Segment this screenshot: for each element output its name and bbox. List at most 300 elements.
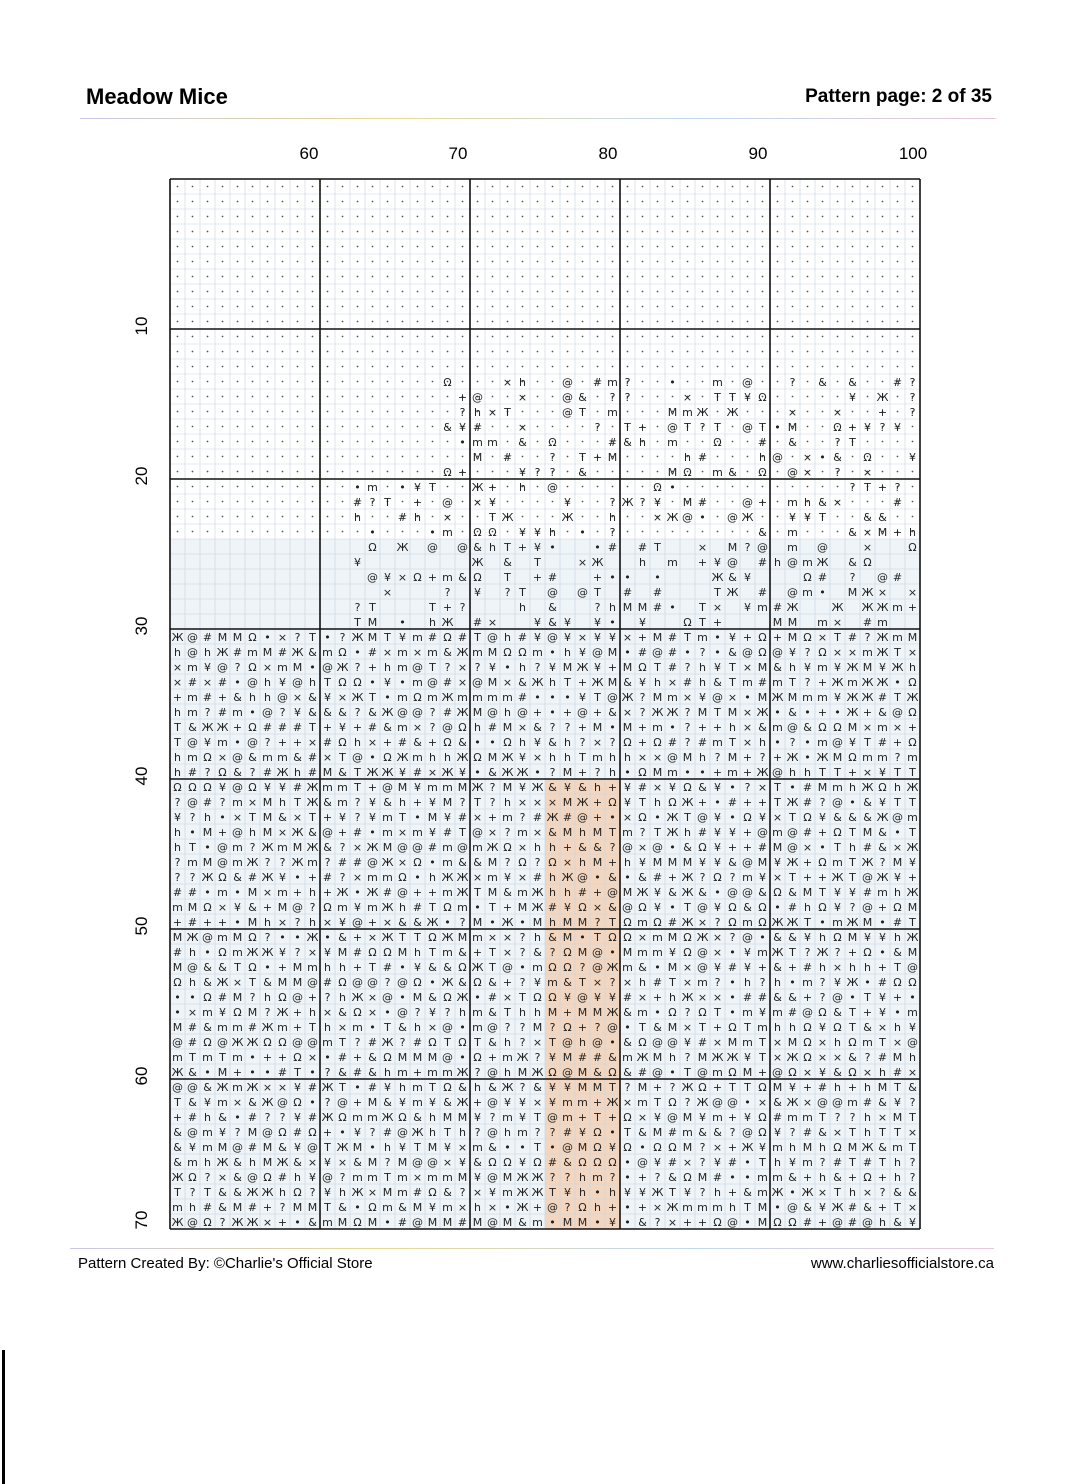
svg-text:h: h: [819, 961, 826, 974]
svg-text:?: ?: [564, 1171, 571, 1184]
svg-text:m: m: [817, 736, 828, 749]
svg-text:•: •: [234, 886, 241, 899]
svg-text:Ж: Ж: [471, 556, 484, 569]
svg-text:•: •: [549, 706, 556, 719]
svg-text:×: ×: [367, 1186, 378, 1199]
svg-text:h: h: [519, 376, 526, 389]
svg-text:&: &: [443, 961, 452, 974]
svg-text:#: #: [757, 841, 768, 854]
svg-text:?: ?: [534, 466, 541, 479]
svg-text:T: T: [789, 871, 796, 884]
svg-text:@: @: [607, 691, 618, 704]
svg-text:+: +: [907, 601, 918, 614]
svg-text:¥: ¥: [354, 1126, 361, 1139]
svg-text:h: h: [204, 811, 211, 824]
svg-text:¥: ¥: [294, 1111, 301, 1124]
svg-text:Ω: Ω: [233, 1006, 242, 1019]
svg-text:Ж: Ж: [261, 946, 274, 959]
svg-text:¥: ¥: [744, 571, 751, 584]
svg-text:×: ×: [577, 631, 588, 644]
svg-text:#: #: [457, 811, 468, 824]
svg-text:@: @: [397, 706, 408, 719]
svg-text:&: &: [458, 571, 467, 584]
svg-text:Ω: Ω: [293, 1051, 302, 1064]
svg-text:Ж: Ж: [906, 841, 919, 854]
svg-text:Ω: Ω: [263, 1036, 272, 1049]
svg-text:#: #: [202, 1201, 213, 1214]
svg-text:Ω: Ω: [623, 1111, 632, 1124]
svg-text:¥: ¥: [549, 1081, 556, 1094]
svg-text:Ж: Ж: [546, 811, 559, 824]
svg-text:m: m: [787, 496, 798, 509]
svg-text:&: &: [878, 1096, 887, 1109]
svg-text:•: •: [624, 1201, 631, 1214]
svg-text:×: ×: [817, 1036, 828, 1049]
svg-text:•: •: [639, 1141, 646, 1154]
svg-text:•: •: [729, 811, 736, 824]
svg-text:?: ?: [564, 721, 571, 734]
svg-text:m: m: [472, 931, 483, 944]
svg-text:Ж: Ж: [381, 931, 394, 944]
svg-text:•: •: [669, 1066, 676, 1079]
svg-text:&: &: [203, 961, 212, 974]
svg-text:×: ×: [802, 451, 813, 464]
svg-text:¥: ¥: [744, 601, 751, 614]
svg-text:M: M: [247, 1006, 258, 1019]
svg-text:•: •: [444, 916, 451, 929]
svg-text:Ω: Ω: [368, 946, 377, 959]
svg-text:M: M: [397, 946, 408, 959]
svg-text:m: m: [802, 556, 813, 569]
svg-text:•: •: [234, 916, 241, 929]
svg-text:¥: ¥: [504, 1096, 511, 1109]
svg-text:@: @: [637, 1156, 648, 1169]
svg-text:•: •: [894, 1006, 901, 1019]
svg-text:&: &: [683, 841, 692, 854]
svg-text:Ж: Ж: [306, 781, 319, 794]
svg-text:#: #: [367, 721, 378, 734]
svg-text:+: +: [742, 796, 753, 809]
svg-text:M: M: [817, 781, 828, 794]
svg-text:T: T: [309, 811, 316, 824]
svg-text:¥: ¥: [279, 871, 286, 884]
svg-text:+: +: [217, 691, 228, 704]
svg-text:Ж: Ж: [711, 1051, 724, 1064]
svg-text:¥: ¥: [474, 586, 481, 599]
svg-text:T: T: [759, 1036, 766, 1049]
svg-text:T: T: [894, 691, 901, 704]
svg-text:&: &: [788, 886, 797, 899]
svg-text:×: ×: [772, 811, 783, 824]
svg-text:M: M: [247, 916, 258, 929]
pattern-title: Meadow Mice: [86, 84, 228, 109]
svg-text:M: M: [577, 1141, 588, 1154]
svg-text:M: M: [562, 766, 573, 779]
svg-text:Ω: Ω: [758, 916, 767, 929]
svg-text:m: m: [172, 901, 183, 914]
svg-text:m: m: [787, 1111, 798, 1124]
svg-text:@: @: [382, 781, 393, 794]
svg-text:Ω: Ω: [683, 931, 692, 944]
svg-text:?: ?: [264, 1006, 271, 1019]
svg-text:Ж: Ж: [456, 871, 469, 884]
stitch-grid: [120, 140, 940, 1240]
svg-text:T: T: [489, 961, 496, 974]
svg-text:&: &: [878, 826, 887, 839]
svg-text:Ω: Ω: [683, 1171, 692, 1184]
svg-text:M: M: [622, 946, 633, 959]
svg-text:m: m: [742, 916, 753, 929]
svg-text:h: h: [309, 886, 316, 899]
svg-text:¥: ¥: [519, 1111, 526, 1124]
svg-text:&: &: [458, 1081, 467, 1094]
svg-text:Ж: Ж: [441, 691, 454, 704]
svg-text:T: T: [774, 781, 781, 794]
svg-text:M: M: [742, 1066, 753, 1079]
svg-text:m: m: [907, 1006, 918, 1019]
svg-text:&: &: [488, 976, 497, 989]
svg-text:@: @: [772, 1066, 783, 1079]
svg-text:m: m: [652, 721, 663, 734]
svg-text:¥: ¥: [624, 1186, 631, 1199]
svg-text:×: ×: [907, 646, 918, 659]
svg-text:m: m: [232, 1021, 243, 1034]
svg-text:¥: ¥: [864, 421, 871, 434]
svg-text:Ω: Ω: [383, 946, 392, 959]
svg-text:×: ×: [832, 646, 843, 659]
svg-text:m: m: [442, 1171, 453, 1184]
svg-text:M: M: [592, 1006, 603, 1019]
svg-text:Ω: Ω: [758, 1111, 767, 1124]
svg-text:?: ?: [264, 931, 271, 944]
svg-text:?: ?: [819, 991, 826, 1004]
svg-text:#: #: [412, 901, 423, 914]
svg-text:?: ?: [699, 871, 706, 884]
svg-text:Ж: Ж: [786, 751, 799, 764]
svg-text:Ω: Ω: [908, 976, 917, 989]
svg-text:#: #: [427, 841, 438, 854]
svg-text:+: +: [892, 736, 903, 749]
svg-text:¥: ¥: [849, 886, 856, 899]
svg-text:M: M: [622, 601, 633, 614]
svg-text:&: &: [788, 706, 797, 719]
svg-text:¥: ¥: [459, 421, 466, 434]
svg-text:T: T: [189, 841, 196, 854]
svg-text:m: m: [187, 751, 198, 764]
svg-text:Ω: Ω: [278, 1126, 287, 1139]
svg-text:#: #: [727, 796, 738, 809]
svg-text:Ω: Ω: [503, 841, 512, 854]
svg-text:&: &: [308, 691, 317, 704]
svg-text:+: +: [907, 721, 918, 734]
svg-text:#: #: [397, 511, 408, 524]
svg-text:Ω: Ω: [758, 901, 767, 914]
svg-text:&: &: [788, 436, 797, 449]
svg-text:T: T: [204, 1186, 211, 1199]
svg-text:T: T: [909, 1141, 916, 1154]
svg-text:Ж: Ж: [906, 781, 919, 794]
svg-text:Ω: Ω: [758, 646, 767, 659]
svg-text:•: •: [669, 841, 676, 854]
svg-text:¥: ¥: [429, 1096, 436, 1109]
svg-text:M: M: [562, 826, 573, 839]
svg-text:T: T: [459, 826, 466, 839]
svg-text:×: ×: [772, 1051, 783, 1064]
svg-text:h: h: [669, 991, 676, 1004]
svg-text:M: M: [607, 676, 618, 689]
svg-text:Ω: Ω: [458, 1036, 467, 1049]
svg-text:•: •: [729, 976, 736, 989]
svg-text:M: M: [697, 1171, 708, 1184]
svg-text:M: M: [412, 1051, 423, 1064]
svg-text:×: ×: [652, 781, 663, 794]
svg-text:@: @: [412, 1216, 423, 1229]
svg-text:×: ×: [772, 871, 783, 884]
svg-text:T: T: [879, 1126, 886, 1139]
svg-text:#: #: [412, 766, 423, 779]
svg-text:M: M: [487, 751, 498, 764]
svg-text:T: T: [474, 886, 481, 899]
svg-text:•: •: [549, 541, 556, 554]
svg-text:m: m: [622, 1051, 633, 1064]
svg-text:Ж: Ж: [501, 511, 514, 524]
svg-text:×: ×: [892, 841, 903, 854]
svg-text:¥: ¥: [339, 721, 346, 734]
svg-text:Ж: Ж: [351, 631, 364, 644]
svg-text:?: ?: [699, 1141, 706, 1154]
svg-text:M: M: [307, 1201, 318, 1214]
svg-text:&: &: [203, 1021, 212, 1034]
svg-text:T: T: [474, 1036, 481, 1049]
svg-text:•: •: [609, 1036, 616, 1049]
svg-text:&: &: [878, 511, 887, 524]
svg-text:¥: ¥: [564, 901, 571, 914]
svg-text:T: T: [594, 931, 601, 944]
svg-text:T: T: [759, 1156, 766, 1169]
svg-text:Ω: Ω: [803, 1036, 812, 1049]
svg-text:T: T: [834, 631, 841, 644]
svg-text:Ж: Ж: [801, 1186, 814, 1199]
svg-text:Ω: Ω: [668, 1096, 677, 1109]
svg-text:Ω: Ω: [428, 1186, 437, 1199]
svg-text:h: h: [849, 841, 856, 854]
svg-text:×: ×: [532, 826, 543, 839]
svg-text:h: h: [849, 961, 856, 974]
svg-text:m: m: [667, 436, 678, 449]
svg-text:•: •: [714, 646, 721, 659]
svg-text:h: h: [294, 1171, 301, 1184]
svg-text:¥: ¥: [309, 1171, 316, 1184]
svg-text:@: @: [907, 961, 918, 974]
row-label-20: 20: [132, 466, 151, 486]
svg-text:Ω: Ω: [638, 766, 647, 779]
svg-text:Ω: Ω: [758, 1126, 767, 1139]
svg-text:h: h: [834, 1036, 841, 1049]
svg-text:&: &: [368, 1066, 377, 1079]
svg-text:@: @: [562, 1066, 573, 1079]
svg-text:&: &: [833, 1066, 842, 1079]
svg-text:M: M: [292, 661, 303, 674]
svg-text:m: m: [847, 676, 858, 689]
svg-text:?: ?: [204, 766, 211, 779]
svg-text:?: ?: [549, 451, 556, 464]
svg-text:Ω: Ω: [908, 736, 917, 749]
svg-text:¥: ¥: [774, 856, 781, 869]
svg-text:¥: ¥: [354, 556, 361, 569]
svg-text:Ω: Ω: [503, 1156, 512, 1169]
svg-text:@: @: [877, 571, 888, 584]
svg-text:¥: ¥: [804, 511, 811, 524]
svg-text:h: h: [864, 1111, 871, 1124]
svg-text:h: h: [384, 1066, 391, 1079]
svg-text:&: &: [473, 541, 482, 554]
svg-text:m: m: [322, 646, 333, 659]
svg-text:M: M: [802, 886, 813, 899]
svg-text:m: m: [772, 1171, 783, 1184]
svg-text:•: •: [624, 646, 631, 659]
svg-text:#: #: [292, 781, 303, 794]
svg-text:•: •: [369, 751, 376, 764]
svg-text:•: •: [834, 706, 841, 719]
svg-text:M: M: [412, 991, 423, 1004]
svg-text:M: M: [667, 466, 678, 479]
svg-text:T: T: [864, 991, 871, 1004]
svg-text:#: #: [682, 676, 693, 689]
svg-text:+: +: [472, 1096, 483, 1109]
svg-text:h: h: [249, 691, 256, 704]
svg-text:&: &: [608, 901, 617, 914]
svg-text:m: m: [337, 901, 348, 914]
svg-text:m: m: [307, 961, 318, 974]
svg-text:Ж: Ж: [381, 706, 394, 719]
svg-text:Ω: Ω: [293, 1186, 302, 1199]
svg-text:#: #: [262, 766, 273, 779]
svg-text:•: •: [624, 766, 631, 779]
svg-text:#: #: [187, 1036, 198, 1049]
svg-text:#: #: [397, 1216, 408, 1229]
svg-text:¥: ¥: [444, 1141, 451, 1154]
svg-text:×: ×: [652, 511, 663, 524]
svg-text:?: ?: [549, 946, 556, 959]
svg-text:¥: ¥: [549, 1051, 556, 1064]
svg-text:×: ×: [637, 841, 648, 854]
svg-text:h: h: [204, 646, 211, 659]
svg-text:•: •: [489, 736, 496, 749]
svg-text:&: &: [563, 1156, 572, 1169]
svg-text:T: T: [714, 421, 721, 434]
svg-text:Ж: Ж: [786, 1051, 799, 1064]
svg-text:¥: ¥: [564, 1081, 571, 1094]
svg-text:Ж: Ж: [261, 1096, 274, 1109]
svg-text:m: m: [442, 946, 453, 959]
svg-text:•: •: [399, 991, 406, 1004]
svg-text:+: +: [172, 691, 183, 704]
svg-text:&: &: [188, 1066, 197, 1079]
svg-text:?: ?: [684, 1006, 691, 1019]
svg-text:¥: ¥: [219, 1126, 226, 1139]
svg-text:Ж: Ж: [516, 766, 529, 779]
svg-text:•: •: [474, 736, 481, 749]
svg-text:m: m: [217, 1096, 228, 1109]
svg-text:Ω: Ω: [683, 781, 692, 794]
svg-text:¥: ¥: [639, 616, 646, 629]
svg-text:#: #: [577, 1051, 588, 1064]
svg-text:#: #: [457, 631, 468, 644]
svg-text:T: T: [489, 511, 496, 524]
svg-text:Ω: Ω: [683, 466, 692, 479]
svg-text:m: m: [172, 1051, 183, 1064]
svg-text:¥: ¥: [699, 1111, 706, 1124]
svg-text:•: •: [774, 421, 781, 434]
svg-text:#: #: [247, 871, 258, 884]
svg-text:#: #: [367, 1081, 378, 1094]
svg-text:¥: ¥: [609, 1216, 616, 1229]
svg-text:+: +: [412, 1066, 423, 1079]
svg-text:¥: ¥: [909, 856, 916, 869]
svg-text:×: ×: [652, 1201, 663, 1214]
svg-text:•: •: [309, 1066, 316, 1079]
svg-text:?: ?: [759, 751, 766, 764]
svg-text:m: m: [187, 856, 198, 869]
svg-text:h: h: [264, 676, 271, 689]
svg-text:Ω: Ω: [728, 916, 737, 929]
svg-text:×: ×: [907, 1201, 918, 1214]
svg-text:×: ×: [277, 916, 288, 929]
svg-text:#: #: [637, 646, 648, 659]
svg-text:T: T: [819, 1111, 826, 1124]
svg-text:¥: ¥: [549, 661, 556, 674]
svg-text:#: #: [802, 1126, 813, 1139]
svg-text:&: &: [323, 841, 332, 854]
svg-text:#: #: [802, 1216, 813, 1229]
svg-text:#: #: [502, 451, 513, 464]
svg-text:h: h: [474, 1201, 481, 1214]
svg-text:M: M: [592, 856, 603, 869]
svg-text:•: •: [399, 481, 406, 494]
svg-text:h: h: [309, 1006, 316, 1019]
svg-text:@: @: [187, 796, 198, 809]
svg-text:&: &: [728, 571, 737, 584]
svg-text:#: #: [187, 676, 198, 689]
svg-text:?: ?: [204, 1171, 211, 1184]
svg-text:&: &: [293, 1156, 302, 1169]
svg-text:¥: ¥: [819, 811, 826, 824]
svg-text:#: #: [202, 631, 213, 644]
svg-text:&: &: [638, 961, 647, 974]
svg-text:•: •: [774, 901, 781, 914]
svg-text:Ω: Ω: [443, 736, 452, 749]
svg-text:Ω: Ω: [833, 931, 842, 944]
svg-text:×: ×: [322, 1006, 333, 1019]
svg-text:Ж: Ж: [501, 1081, 514, 1094]
svg-text:#: #: [652, 586, 663, 599]
svg-text:M: M: [382, 841, 393, 854]
svg-text:Ж: Ж: [816, 556, 829, 569]
svg-text:¥: ¥: [594, 991, 601, 1004]
svg-text:@: @: [562, 391, 573, 404]
svg-text:M: M: [772, 616, 783, 629]
svg-text:M: M: [727, 1036, 738, 1049]
svg-text:•: •: [654, 811, 661, 824]
svg-text:+: +: [877, 961, 888, 974]
svg-text:¥: ¥: [429, 796, 436, 809]
svg-text:?: ?: [789, 736, 796, 749]
svg-text:&: &: [443, 421, 452, 434]
svg-text:m: m: [442, 886, 453, 899]
svg-text:m: m: [397, 661, 408, 674]
svg-text:+: +: [862, 706, 873, 719]
svg-text:?: ?: [639, 691, 646, 704]
